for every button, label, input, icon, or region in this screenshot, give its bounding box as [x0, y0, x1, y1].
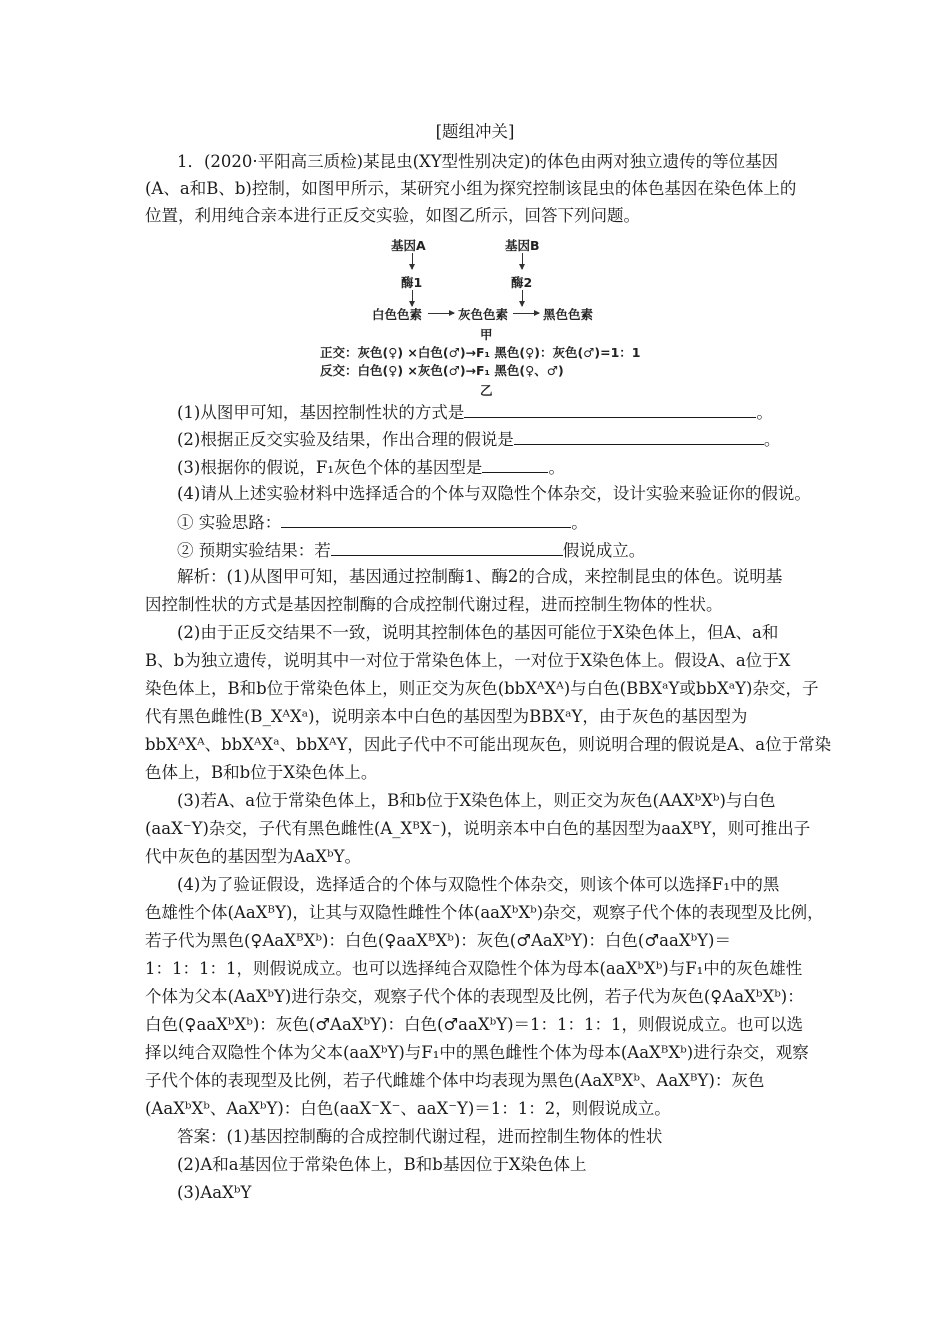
analysis-p2-line-3: 染色体上，B和b位于常染色体上，则正交为灰色(bbXᴬXᴬ)与白色(BBXᵃY或bbXᵃY)杂交，子 — [145, 679, 819, 698]
gene-a-label: 基因A — [391, 238, 426, 253]
white-pigment-label: 白色色素 — [372, 307, 423, 322]
gene-b-label: 基因B — [505, 238, 540, 253]
analysis-p4-line-5: 个体为父本(AaXᵇY)进行杂交，观察子代个体的表现型及比例，若子代为灰色(♀AaXᵇXᵇ)： — [145, 987, 804, 1006]
analysis-p1-line-2: 因控制性状的方式是基因控制酶的合成控制代谢过程，进而控制生物体的性状。 — [145, 595, 723, 614]
arrow-white-to-gray — [428, 313, 454, 314]
enzyme1-label: 酶1 — [401, 275, 423, 290]
sub-question-3 — [177, 456, 565, 479]
forward-cross: 正交：灰色(♀) ×白色(♂)→F₁ 黑色(♀)：灰色(♂)=1：1 — [320, 345, 641, 360]
analysis-p2-line-4: 代有黑色雌性(B_XᴬXᵃ)，说明亲本中白色的基因型为BBXᵃY，由于灰色的基因型为 — [145, 707, 748, 726]
analysis-p4-line-2: 色雄性个体(AaXᴮY)，让其与双隐性雌性个体(aaXᵇXᵇ)杂交，观察子代个体的表现型及比例， — [145, 903, 824, 922]
arrow-enzyme2-down — [522, 290, 523, 306]
answer-line-1: 答案：(1)基因控制酶的合成控制代谢过程，进而控制生物体的性状 — [177, 1127, 663, 1146]
answer-blank-3[interactable] — [482, 456, 548, 473]
sub-question-4: (4)请从上述实验材料中选择适合的个体与双隐性个体杂交，设计实验来验证你的假说。 — [177, 484, 811, 503]
answer-blank-4a[interactable] — [281, 511, 571, 528]
analysis-p2-line-2: B、b为独立遗传，说明其中一对位于常染色体上，一对位于X染色体上。假设A、a位于X — [145, 651, 791, 670]
analysis-p3-line-1: (3)若A、a位于常染色体上，B和b位于X染色体上，则正交为灰色(AAXᵇXᵇ)与白色 — [177, 791, 776, 810]
sub-question-1 — [177, 401, 773, 424]
answer-line-2: (2)A和a基因位于常染色体上，B和b基因位于X染色体上 — [177, 1155, 587, 1174]
sub-question-2 — [177, 428, 780, 451]
sub-question-4b-end: 假说成立。 — [562, 541, 646, 560]
analysis-p3-line-3: 代中灰色的基因型为AaXᵇY。 — [145, 847, 361, 866]
sub-question-1-end: 。 — [756, 403, 773, 422]
sub-question-4b-text: ② 预期实验结果：若 — [177, 541, 331, 560]
figure-jia-caption: 甲 — [480, 327, 493, 342]
analysis-p4-line-4: 1：1：1：1，则假说成立。也可以选择纯合双隐性个体为母本(aaXᵇXᵇ)与F₁中的灰色雄性 — [145, 959, 803, 978]
enzyme2-label: 酶2 — [511, 275, 533, 290]
sub-question-4a-text: ① 实验思路： — [177, 513, 282, 532]
sub-question-2-text: (2)根据正反交实验及结果，作出合理的假说是 — [177, 430, 514, 449]
answer-line-3: (3)AaXᵇY — [177, 1183, 252, 1202]
answer-blank-2[interactable] — [514, 428, 764, 445]
arrow-gene-b-to-enzyme2 — [522, 253, 523, 269]
analysis-p4-line-3: 若子代为黑色(♀AaXᴮXᵇ)：白色(♀aaXᴮXᵇ)：灰色(♂AaXᵇY)：白色(♂aaXᵇY)＝ — [145, 931, 731, 950]
analysis-p2-line-1: (2)由于正反交结果不一致，说明其控制体色的基因可能位于X染色体上，但A、a和 — [177, 623, 779, 642]
sub-question-3-end: 。 — [548, 458, 565, 477]
black-pigment-label: 黑色色素 — [543, 307, 594, 322]
sub-question-4a — [177, 511, 588, 534]
answer-blank-4b[interactable] — [331, 539, 563, 556]
sub-question-4a-end: 。 — [571, 513, 588, 532]
question-line-2: (A、a和B、b)控制，如图甲所示，某研究小组为探究控制该昆虫的体色基因在染色体上的 — [145, 179, 797, 198]
sub-question-1-text: (1)从图甲可知，基因控制性状的方式是 — [177, 403, 465, 422]
analysis-p1-line-1: 解析：(1)从图甲可知，基因通过控制酶1、酶2的合成，来控制昆虫的体色。说明基 — [177, 567, 783, 586]
gray-pigment-label: 灰色色素 — [458, 307, 509, 322]
analysis-p4-line-8: 子代个体的表现型及比例，若子代雌雄个体中均表现为黑色(AaXᴮXᵇ、AaXᴮY)：灰色 — [145, 1071, 765, 1090]
figure-yi-caption: 乙 — [480, 383, 493, 398]
sub-question-3-text: (3)根据你的假说，F₁灰色个体的基因型是 — [177, 458, 483, 477]
arrow-enzyme1-down — [412, 290, 413, 306]
analysis-p4-line-6: 白色(♀aaXᵇXᵇ)：灰色(♂AaXᵇY)：白色(♂aaXᵇY)＝1：1：1：1，则假说成立。也可以选 — [145, 1015, 804, 1034]
question-line-3: 位置，利用纯合亲本进行正反交实验，如图乙所示，回答下列问题。 — [145, 206, 640, 225]
analysis-p2-line-5: bbXᴬXᴬ、bbXᴬXᵃ、bbXᴬY，因此子代中不可能出现灰色，则说明合理的假说是A、a位于常染 — [145, 735, 832, 754]
sub-question-4b — [177, 539, 645, 562]
question-line-1: 1．(2020·平阳高三质检)某昆虫(XY型性别决定)的体色由两对独立遗传的等位基因 — [177, 152, 779, 171]
answer-blank-1[interactable] — [464, 401, 756, 418]
analysis-p2-line-6: 色体上，B和b位于X染色体上。 — [145, 763, 378, 782]
sub-question-2-end: 。 — [763, 430, 781, 449]
section-title: [题组冲关] — [435, 122, 515, 141]
analysis-p4-line-1: (4)为了验证假设，选择适合的个体与双隐性个体杂交，则该个体可以选择F₁中的黑 — [177, 875, 780, 894]
reverse-cross: 反交：白色(♀) ×灰色(♂)→F₁ 黑色(♀、♂) — [320, 363, 564, 378]
analysis-p3-line-2: (aaX⁻Y)杂交，子代有黑色雌性(A_XᴮX⁻)，说明亲本中白色的基因型为aaXᴮY，则可推出子 — [145, 819, 811, 838]
analysis-p4-line-7: 择以纯合双隐性个体为父本(aaXᵇY)与F₁中的黑色雌性个体为母本(AaXᴮXᵇ)进行杂交，观察 — [145, 1043, 809, 1062]
analysis-p4-line-9: (AaXᵇXᵇ、AaXᵇY)：白色(aaX⁻X⁻、aaX⁻Y)＝1：1：2，则假说成立。 — [145, 1099, 671, 1118]
arrow-gene-a-to-enzyme1 — [412, 253, 413, 269]
arrow-gray-to-black — [513, 313, 539, 314]
